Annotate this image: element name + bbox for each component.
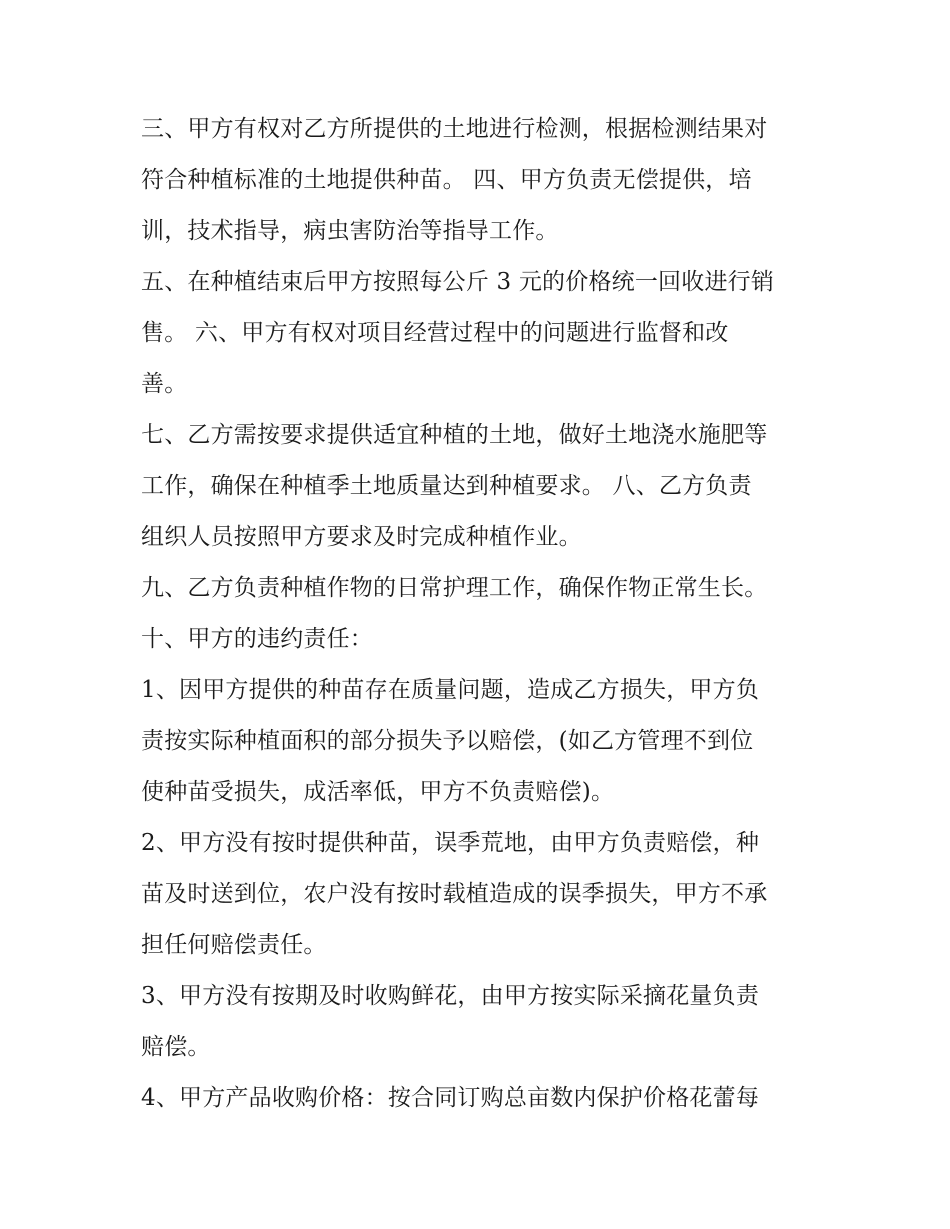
text-line: 三、甲方有权对乙方所提供的土地进行检测，根据检测结果对 xyxy=(141,116,768,142)
text-line: 3、甲方没有按期及时收购鲜花，由甲方按实际采摘花量负责 xyxy=(141,983,760,1009)
text-line: 七、乙方需按要求提供适宜种植的土地，做好土地浇水施肥等 xyxy=(141,422,768,448)
text-line: 责按实际种植面积的部分损失予以赔偿，(如乙方管理不到位 xyxy=(141,728,754,754)
liability-item-4 xyxy=(141,1073,821,1124)
clause-10-heading xyxy=(141,614,821,665)
liability-item-2 xyxy=(141,818,821,971)
text-line: 五、在种植结束后甲方按照每公斤 3 元的价格统一回收进行销 xyxy=(141,269,775,295)
text-line: 工作，确保在种植季土地质量达到种植要求。 八、乙方负责 xyxy=(141,473,752,499)
text-line: 组织人员按照甲方要求及时完成种植作业。 xyxy=(141,524,582,550)
text-line: 1、因甲方提供的种苗存在质量问题，造成乙方损失，甲方负 xyxy=(141,677,760,703)
text-line: 赔偿。 xyxy=(141,1034,211,1060)
liability-item-3 xyxy=(141,971,821,1073)
text-line: 训，技术指导，病虫害防治等指导工作。 xyxy=(141,218,559,244)
text-line: 售。 六、甲方有权对项目经营过程中的问题进行监督和改 xyxy=(141,320,729,346)
document-body xyxy=(141,104,821,1124)
clause-5-6 xyxy=(141,257,821,410)
text-line: 符合种植标准的土地提供种苗。 四、甲方负责无偿提供，培 xyxy=(141,167,752,193)
text-line: 苗及时送到位，农户没有按时载植造成的误季损失，甲方不承 xyxy=(141,881,768,907)
section-heading: 十、甲方的违约责任： xyxy=(141,626,373,652)
text-line: 2、甲方没有按时提供种苗，误季荒地，由甲方负责赔偿，种 xyxy=(141,830,760,856)
text-line: 九、乙方负责种植作物的日常护理工作，确保作物正常生长。 xyxy=(141,575,768,601)
text-line: 使种苗受损失，成活率低，甲方不负责赔偿)。 xyxy=(141,779,615,805)
clause-3-4 xyxy=(141,104,821,257)
clause-7-8 xyxy=(141,410,821,563)
liability-item-1 xyxy=(141,665,821,818)
text-line: 善。 xyxy=(141,371,188,397)
text-line: 4、甲方产品收购价格：按合同订购总亩数内保护价格花蕾每 xyxy=(141,1085,760,1111)
text-line: 担任何赔偿责任。 xyxy=(141,932,327,958)
clause-9 xyxy=(141,563,821,614)
